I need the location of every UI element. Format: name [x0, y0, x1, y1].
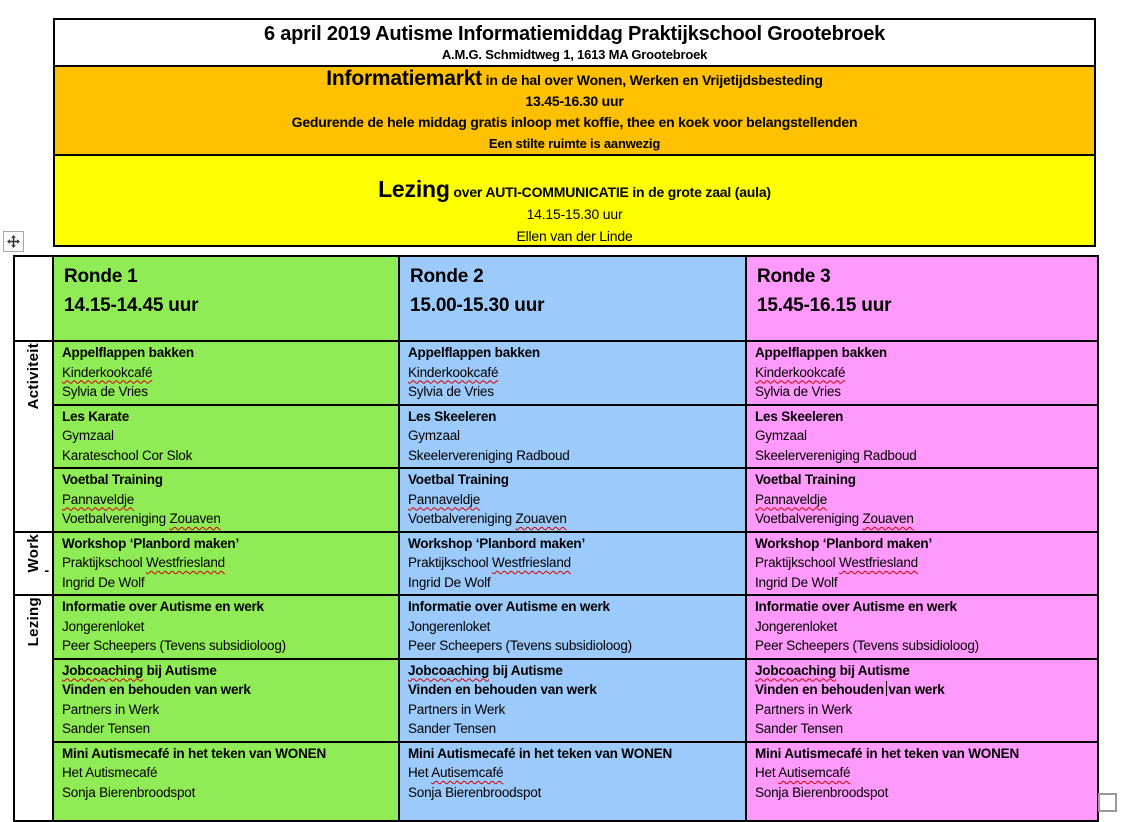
text-segment: Het Autismecafé [62, 765, 158, 780]
misspelled-word: Pannaveldje [755, 491, 828, 507]
schedule-cell[interactable] [53, 468, 399, 532]
column-header-ronde-2[interactable] [399, 256, 746, 341]
misspelled-word: Pannaveldje [62, 491, 135, 507]
column-header-ronde-3[interactable] [746, 256, 1098, 341]
text-segment: Gymzaal [62, 428, 114, 443]
text-segment: Workshop ‘Planbord maken’ [755, 535, 933, 551]
text-segment: Het [408, 765, 432, 780]
event-address: A.M.G. Schmidtweg 1, 1613 MA Grootebroek [441, 47, 708, 62]
text-segment: Voetbal Training [408, 472, 509, 487]
cell-line [755, 363, 1089, 383]
infomarkt-banner [55, 65, 1094, 154]
cell-line [62, 343, 390, 363]
cell-line [755, 617, 1089, 637]
lezing-subtitle: over AUTI-COMMUNICATIE in de grote zaal (aula) [449, 184, 771, 200]
schedule-cell[interactable] [53, 405, 399, 469]
schedule-cell[interactable] [399, 595, 746, 659]
infomarkt-note1: Gedurende de hele middag gratis inloop met koffie, thee en koek voor belangstellenden [291, 114, 858, 130]
text-segment: Partners in Werk [408, 701, 506, 717]
cell-line [62, 490, 390, 510]
misspelled-word: Westfriesland [146, 555, 225, 570]
text-segment: Sonja Bierenbroodspot [62, 784, 196, 800]
cell-line [408, 553, 737, 573]
text-segment: Partners in Werk [62, 701, 160, 717]
schedule-row [14, 659, 1098, 742]
text-segment: Ingrid De Wolf [62, 574, 145, 590]
text-segment: Workshop ‘Planbord maken’ [62, 535, 240, 551]
infomarkt-note2: Een stilte ruimte is aanwezig [488, 136, 661, 151]
lezing-speaker: Ellen van der Linde [516, 228, 633, 244]
misspelled-word: Jobcoaching [408, 662, 490, 678]
ronde-time: 14.15-14.45 uur [64, 295, 199, 316]
cell-line [755, 573, 1089, 593]
cell-line [62, 719, 390, 739]
text-segment: Partners in Werk [755, 701, 853, 717]
text-segment: Sylvia de Vries [408, 384, 494, 399]
table-resize-handle[interactable] [1098, 793, 1117, 812]
cell-line [408, 446, 737, 466]
schedule-cell[interactable] [399, 405, 746, 469]
text-segment: Praktijkschool [62, 555, 147, 570]
misspelled-word: Autisemcafé [778, 765, 851, 780]
cell-line [62, 744, 390, 764]
cell-line [755, 636, 1089, 656]
text-segment: Peer Scheepers (Tevens subsidioloog) [755, 638, 979, 653]
cell-line [755, 426, 1089, 446]
section-label-text: Activiteit [25, 343, 42, 410]
cell-line [408, 783, 737, 803]
schedule-cell[interactable] [746, 468, 1098, 532]
text-segment: Praktijkschool [755, 555, 840, 570]
misspelled-word: Kinderkookcafé [408, 364, 499, 380]
text-segment: Informatie over Autisme en werk [755, 599, 957, 614]
cell-line [755, 446, 1089, 466]
text-segment: Ingrid De Wolf [408, 574, 491, 590]
cell-line [62, 680, 390, 700]
cell-line [62, 573, 390, 593]
misspelled-word: Jobcoaching [62, 662, 144, 678]
cell-line [408, 597, 737, 617]
text-segment: Sylvia de Vries [755, 384, 841, 399]
section-label-lezing [14, 595, 53, 821]
misspelled-word: Kinderkookcafé [755, 364, 846, 380]
cell-line [755, 680, 1089, 700]
text-segment: Informatie over Autisme en werk [62, 599, 264, 614]
cell-line [408, 363, 737, 383]
section-label-hyphen: - [44, 562, 49, 578]
misspelled-word: Kinderkookcafé [62, 364, 153, 380]
misspelled-word: Westfriesland [839, 555, 918, 570]
misspelled-word: Pannaveldje [408, 491, 481, 507]
text-segment: Vinden en behouden [755, 682, 884, 697]
schedule-cell[interactable] [53, 532, 399, 596]
cell-line [755, 763, 1089, 783]
text-segment: Sander Tensen [408, 721, 496, 736]
text-segment: Sonja Bierenbroodspot [408, 784, 542, 800]
schedule-cell[interactable] [399, 468, 746, 532]
text-segment: Appelflappen bakken [408, 345, 540, 360]
text-segment: Vinden en behouden van werk [62, 682, 251, 697]
misspelled-word: Westfriesland [492, 555, 571, 570]
text-segment: Skeelervereniging Radboud [408, 447, 570, 463]
section-label-work [14, 532, 53, 596]
cell-line [62, 636, 390, 656]
cell-line [62, 534, 390, 554]
text-segment: Gymzaal [755, 428, 807, 443]
section-label-text: Work [25, 533, 42, 572]
cell-line [408, 573, 737, 593]
table-move-handle[interactable] [3, 231, 24, 252]
schedule-cell[interactable] [53, 595, 399, 659]
text-segment: Appelflappen bakken [62, 345, 194, 360]
cell-line [408, 343, 737, 363]
cell-line [62, 553, 390, 573]
cell-line [755, 700, 1089, 720]
text-segment: Peer Scheepers (Tevens subsidioloog) [62, 638, 286, 653]
lezing-time: 14.15-15.30 uur [526, 206, 623, 222]
infomarkt-subtitle: in de hal over Wonen, Werken en Vrijetijdsbesteding [481, 72, 823, 88]
text-segment: Mini Autismecafé in het teken van WONEN [755, 745, 1019, 761]
cell-line [755, 534, 1089, 554]
text-segment: Les Skeeleren [408, 408, 497, 424]
text-segment: Workshop ‘Planbord maken’ [408, 535, 586, 551]
move-cross-icon [7, 235, 20, 248]
misspelled-word: Zouaven [169, 511, 221, 526]
text-segment: van werk [888, 682, 945, 697]
cell-line [755, 490, 1089, 510]
ronde-time: 15.00-15.30 uur [410, 295, 545, 316]
text-segment: Ingrid De Wolf [755, 574, 838, 590]
text-segment: Sonja Bierenbroodspot [755, 784, 889, 800]
schedule-cell[interactable] [53, 659, 399, 742]
schedule-row [14, 468, 1098, 532]
ronde-time: 15.45-16.15 uur [757, 295, 892, 316]
text-segment: Voetbal Training [755, 472, 856, 487]
cell-line [62, 783, 390, 803]
cell-line [408, 719, 737, 739]
title-band [55, 20, 1094, 65]
text-segment: bij Autisme [143, 662, 217, 678]
schedule-cell[interactable] [399, 659, 746, 742]
cell-line [408, 382, 737, 402]
cell-line [62, 382, 390, 402]
page-title: 6 april 2019 Autisme Informatiemiddag Praktijkschool Grootebroek [263, 23, 886, 45]
text-segment: Sylvia de Vries [62, 384, 148, 399]
text-segment: Peer Scheepers (Tevens subsidioloog) [408, 638, 632, 653]
cell-line [62, 617, 390, 637]
cell-line [408, 490, 737, 510]
text-segment: Praktijkschool [408, 555, 493, 570]
text-segment: Informatie over Autisme en werk [408, 599, 610, 614]
schedule-cell[interactable] [399, 341, 746, 405]
schedule-cell[interactable] [53, 742, 399, 821]
text-segment: Jongerenloket [62, 618, 145, 634]
cell-line [408, 617, 737, 637]
text-segment: Les Karate [62, 408, 130, 424]
cell-line [755, 661, 1089, 681]
schedule-row [14, 742, 1098, 821]
cell-line [62, 700, 390, 720]
cell-line [62, 661, 390, 681]
text-segment: Voetbalvereniging [62, 511, 170, 526]
cell-line [408, 407, 737, 427]
column-header-ronde-1[interactable] [53, 256, 399, 341]
cell-line [755, 553, 1089, 573]
lezing-title: Lezing [378, 176, 450, 202]
text-segment: Gymzaal [408, 428, 460, 443]
schedule-row [14, 595, 1098, 659]
schedule-cell[interactable] [746, 405, 1098, 469]
text-segment: Mini Autismecafé in het teken van WONEN [408, 745, 672, 761]
infomarkt-lead-line [55, 68, 1094, 91]
misspelled-word: Zouaven [862, 511, 914, 526]
cell-line [408, 700, 737, 720]
cell-line [408, 744, 737, 764]
cell-line [755, 783, 1089, 803]
cell-line [62, 426, 390, 446]
schedule-row [14, 532, 1098, 596]
text-segment: Voetbalvereniging [755, 511, 863, 526]
cell-line [62, 597, 390, 617]
cell-line [755, 509, 1089, 529]
cell-line [62, 763, 390, 783]
cell-line [62, 470, 390, 490]
cell-line [62, 363, 390, 383]
infomarkt-title: Informatiemarkt [326, 67, 482, 90]
section-label-text: Lezing [25, 597, 42, 647]
text-segment: Appelflappen bakken [755, 345, 887, 360]
misspelled-word: Jobcoaching [755, 662, 837, 678]
schedule-cell[interactable] [746, 532, 1098, 596]
cell-line [408, 636, 737, 656]
text-segment: Het [755, 765, 779, 780]
text-segment: Mini Autismecafé in het teken van WONEN [62, 745, 326, 761]
lezing-banner [55, 154, 1094, 245]
cell-line [408, 534, 737, 554]
cell-line [755, 470, 1089, 490]
schedule-header-row [14, 256, 1098, 341]
schedule-cell[interactable] [746, 659, 1098, 742]
cell-line [408, 470, 737, 490]
schedule-table [13, 255, 1099, 822]
section-label-activiteit [14, 341, 53, 532]
cell-line [408, 509, 737, 529]
cell-line [408, 426, 737, 446]
cell-line [755, 597, 1089, 617]
cell-line [755, 343, 1089, 363]
ronde-name: Ronde 2 [410, 266, 484, 287]
ronde-name: Ronde 3 [757, 266, 831, 287]
cell-line [62, 446, 390, 466]
schedule-cell[interactable] [746, 595, 1098, 659]
cell-line [408, 661, 737, 681]
text-segment: Jongerenloket [755, 618, 838, 634]
schedule-row [14, 405, 1098, 469]
cell-line [755, 382, 1089, 402]
text-segment: Les Skeeleren [755, 408, 844, 424]
cell-line [755, 744, 1089, 764]
cell-line [62, 509, 390, 529]
text-segment: Skeelervereniging Radboud [755, 447, 917, 463]
text-segment: Sander Tensen [755, 721, 843, 736]
text-segment: Jongerenloket [408, 618, 491, 634]
lezing-lead-line [55, 176, 1094, 203]
schedule-cell[interactable] [53, 341, 399, 405]
text-segment: bij Autisme [489, 662, 563, 678]
schedule-row [14, 341, 1098, 405]
schedule-cell[interactable] [399, 742, 746, 821]
schedule-cell[interactable] [746, 742, 1098, 821]
cell-line [755, 719, 1089, 739]
text-segment: bij Autisme [836, 662, 910, 678]
misspelled-word: Autisemcafé [431, 765, 504, 780]
cell-line [408, 763, 737, 783]
misspelled-word: Zouaven [515, 511, 567, 526]
text-segment: Sander Tensen [62, 721, 150, 736]
text-segment: Voetbal Training [62, 472, 163, 487]
cell-line [755, 407, 1089, 427]
schedule-cell[interactable] [746, 341, 1098, 405]
cell-line [408, 680, 737, 700]
corner-cell [14, 256, 53, 341]
cell-line [62, 407, 390, 427]
text-segment: Voetbalvereniging [408, 511, 516, 526]
schedule-cell[interactable] [399, 532, 746, 596]
infomarkt-time: 13.45-16.30 uur [525, 93, 624, 109]
ronde-name: Ronde 1 [64, 266, 138, 287]
text-segment: Vinden en behouden van werk [408, 682, 597, 697]
text-segment: Karateschool Cor Slok [62, 447, 193, 463]
event-header [53, 18, 1096, 247]
